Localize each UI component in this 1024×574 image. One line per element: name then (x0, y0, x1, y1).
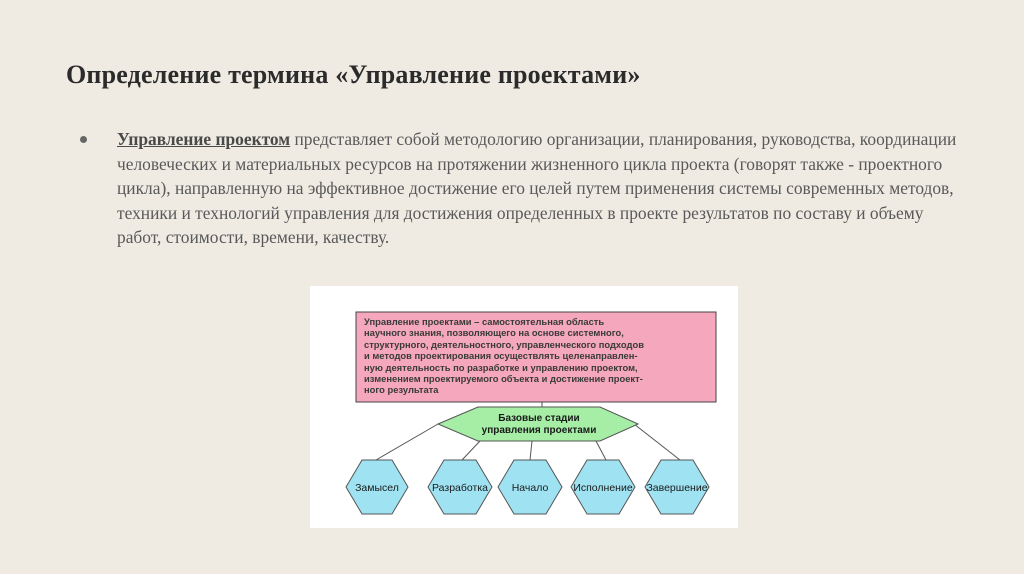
connector-stage-4 (596, 441, 606, 460)
stage-label-3: Начало (511, 482, 549, 494)
bullet-body: представляет собой методологию организации, планирования, руководства, координации человеческих и материальных ресурсов на протяжении жизненного цикла проекта (говорят также - проектного цикла), направленную на эффективное достижение его целей путем применения системы современных методов, техники и технологий управления для достижения определенных в проекте результатов по составу и объему работ, стоимости, времени, качеству. (117, 129, 957, 248)
definition-line: научного знания, позволяющего на основе системного, (364, 327, 624, 339)
stage-hexagons (346, 460, 709, 514)
stage-label-4: Исполнение (573, 482, 633, 494)
center-label-line1: Базовые стадии (498, 413, 580, 424)
slide-title: Определение термина «Управление проектами» (66, 60, 641, 89)
bullet-term: Управление проектом (117, 129, 291, 149)
definition-line: и методов проектирования осуществлять целенаправлен- (364, 350, 638, 362)
diagram-figure (310, 286, 738, 528)
center-label-line2: управления проектами (481, 425, 597, 436)
connector-stage-5 (634, 424, 680, 460)
bullet-dot-icon (80, 136, 87, 143)
stage-label-1: Замысел (355, 482, 399, 494)
definition-line: Управление проектами – самостоятельная область (364, 316, 605, 327)
stage-label-2: Разработка (432, 482, 488, 494)
bullet-text (117, 127, 960, 250)
connector-stage-3 (530, 441, 532, 460)
definition-line: изменением проектируемого объекта и достижение проект- (364, 373, 643, 385)
definition-line: ного результата (364, 384, 439, 396)
connector-stage-2 (462, 441, 480, 460)
definition-line: ную деятельность по разработке и управлению проектом, (364, 361, 638, 373)
stage-label-5: Завершение (646, 482, 708, 494)
connector-stage-1 (376, 424, 438, 460)
definition-box (356, 312, 716, 402)
definition-line: структурного, деятельностного, управленческого подходов (364, 338, 644, 350)
bullet-item (80, 127, 960, 250)
